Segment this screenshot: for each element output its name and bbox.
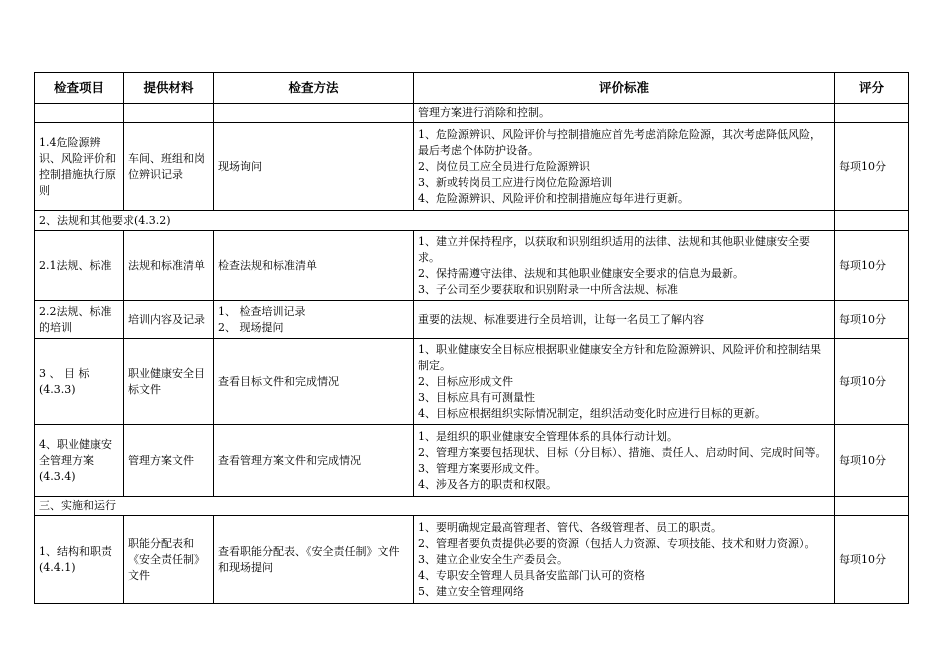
method-cell — [214, 231, 414, 301]
section-title: 2、法规和其他要求(4.3.2) — [35, 211, 835, 231]
criteria-line: 1、职业健康安全目标应根据职业健康安全方针和危险源辨识、风险评价和控制结果制定。 — [418, 342, 821, 372]
criteria-line: 3、目标应具有可测量性 — [418, 390, 535, 404]
criteria-cell — [414, 231, 835, 301]
item-cell: 2.2法规、标准的培训 — [35, 301, 124, 339]
criteria-line: 2、目标应形成文件 — [418, 374, 513, 388]
criteria-cell — [414, 339, 835, 425]
criteria-line: 4、目标应根据组织实际情况制定，组织活动变化时应进行目标的更新。 — [418, 406, 766, 420]
score-cell — [835, 497, 909, 516]
item-cell: 2.1法规、标准 — [35, 231, 124, 301]
method-line: 查看目标文件和完成情况 — [218, 374, 339, 388]
method-line: 检查法规和标准清单 — [218, 258, 317, 272]
header-score: 评分 — [835, 73, 909, 104]
table-row — [35, 425, 909, 497]
criteria-cell — [414, 425, 835, 497]
score-cell — [835, 211, 909, 231]
material-cell: 法规和标准清单 — [124, 231, 214, 301]
header-item: 检查项目 — [35, 73, 124, 104]
criteria-line: 3、新或转岗员工应进行岗位危险源培训 — [418, 175, 612, 189]
section-row — [35, 211, 909, 231]
criteria-line: 3、管理方案要形成文件。 — [418, 461, 546, 475]
item-cell: 1.4危险源辨识、风险评价和控制措施执行原则 — [35, 123, 124, 211]
table-row — [35, 516, 909, 604]
material-cell: 职业健康安全目标文件 — [124, 339, 214, 425]
criteria-line: 3、子公司至少要获取和识别附录一中所含法规、标准 — [418, 282, 678, 296]
criteria-line: 1、是组织的职业健康安全管理体系的具体行动计划。 — [418, 429, 678, 443]
material-cell: 职能分配表和《安全责任制》文件 — [124, 516, 214, 604]
criteria-line: 管理方案进行消除和控制。 — [418, 106, 550, 119]
score-cell: 每项10分 — [835, 516, 909, 604]
item-cell: 4、职业健康安全管理方案(4.3.4) — [35, 425, 124, 497]
table-row — [35, 301, 909, 339]
section-title: 三、实施和运行 — [35, 497, 835, 516]
score-cell: 每项10分 — [835, 123, 909, 211]
criteria-line: 4、危险源辨识、风险评价和控制措施应每年进行更新。 — [418, 191, 689, 205]
criteria-line: 1、危险源辨识、风险评价与控制措施应首先考虑消除危险源，其次考虑降低风险，最后考虑个体防护设备。 — [418, 127, 821, 157]
material-cell: 车间、班组和岗位辨识记录 — [124, 123, 214, 211]
method-line: 查看职能分配表、《安全责任制》文件和现场提问 — [218, 544, 400, 574]
method-cell — [214, 339, 414, 425]
score-cell: 每项10分 — [835, 301, 909, 339]
criteria-line: 1、要明确规定最高管理者、管代、各级管理者、员工的职责。 — [418, 520, 722, 534]
method-line: 查看管理方案文件和完成情况 — [218, 453, 361, 467]
criteria-line: 4、专职安全管理人员具备安监部门认可的资格 — [418, 568, 645, 582]
method-line: 1、 检查培训记录 — [218, 304, 306, 318]
score-cell: 每项10分 — [835, 339, 909, 425]
inspection-table — [34, 72, 909, 604]
criteria-line: 4、涉及各方的职责和权限。 — [418, 477, 557, 491]
criteria-cell — [414, 516, 835, 604]
header-criteria: 评价标准 — [414, 73, 835, 104]
table-row — [35, 123, 909, 211]
score-cell: 每项10分 — [835, 425, 909, 497]
criteria-line: 2、保持需遵守法律、法规和其他职业健康安全要求的信息为最新。 — [418, 266, 744, 280]
criteria-line: 2、管理方案要包括现状、目标（分目标）、措施、责任人、启动时间、完成时间等。 — [418, 445, 827, 459]
method-line: 2、 现场提问 — [218, 320, 284, 334]
criteria-line: 2、管理者要负责提供必要的资源（包括人力资源、专项技能、技术和财力资源）。 — [418, 536, 816, 550]
criteria-line: 5、建立安全管理网络 — [418, 584, 524, 598]
table-row — [35, 231, 909, 301]
header-row — [35, 73, 909, 104]
table-row — [35, 104, 909, 123]
material-cell: 培训内容及记录 — [124, 301, 214, 339]
criteria-line: 1、建立并保持程序，以获取和识别组织适用的法律、法规和其他职业健康安全要求。 — [418, 234, 810, 264]
score-cell: 每项10分 — [835, 231, 909, 301]
method-cell — [214, 516, 414, 604]
item-cell — [35, 104, 124, 123]
method-line: 现场询问 — [218, 159, 262, 173]
criteria-line: 3、建立企业安全生产委员会。 — [418, 552, 568, 566]
criteria-line: 2、岗位员工应全员进行危险源辨识 — [418, 159, 590, 173]
item-cell: 3 、 目 标 (4.3.3) — [35, 339, 124, 425]
method-cell — [214, 123, 414, 211]
criteria-cell — [414, 104, 835, 123]
material-cell: 管理方案文件 — [124, 425, 214, 497]
score-cell — [835, 104, 909, 123]
item-cell: 1、结构和职责(4.4.1) — [35, 516, 124, 604]
header-material: 提供材料 — [124, 73, 214, 104]
method-cell — [214, 301, 414, 339]
method-cell — [214, 425, 414, 497]
criteria-line: 重要的法规、标准要进行全员培训，让每一名员工了解内容 — [418, 312, 704, 326]
criteria-cell — [414, 123, 835, 211]
table-row — [35, 339, 909, 425]
header-method: 检查方法 — [214, 73, 414, 104]
criteria-cell — [414, 301, 835, 339]
section-row — [35, 497, 909, 516]
material-cell — [124, 104, 214, 123]
method-cell — [214, 104, 414, 123]
